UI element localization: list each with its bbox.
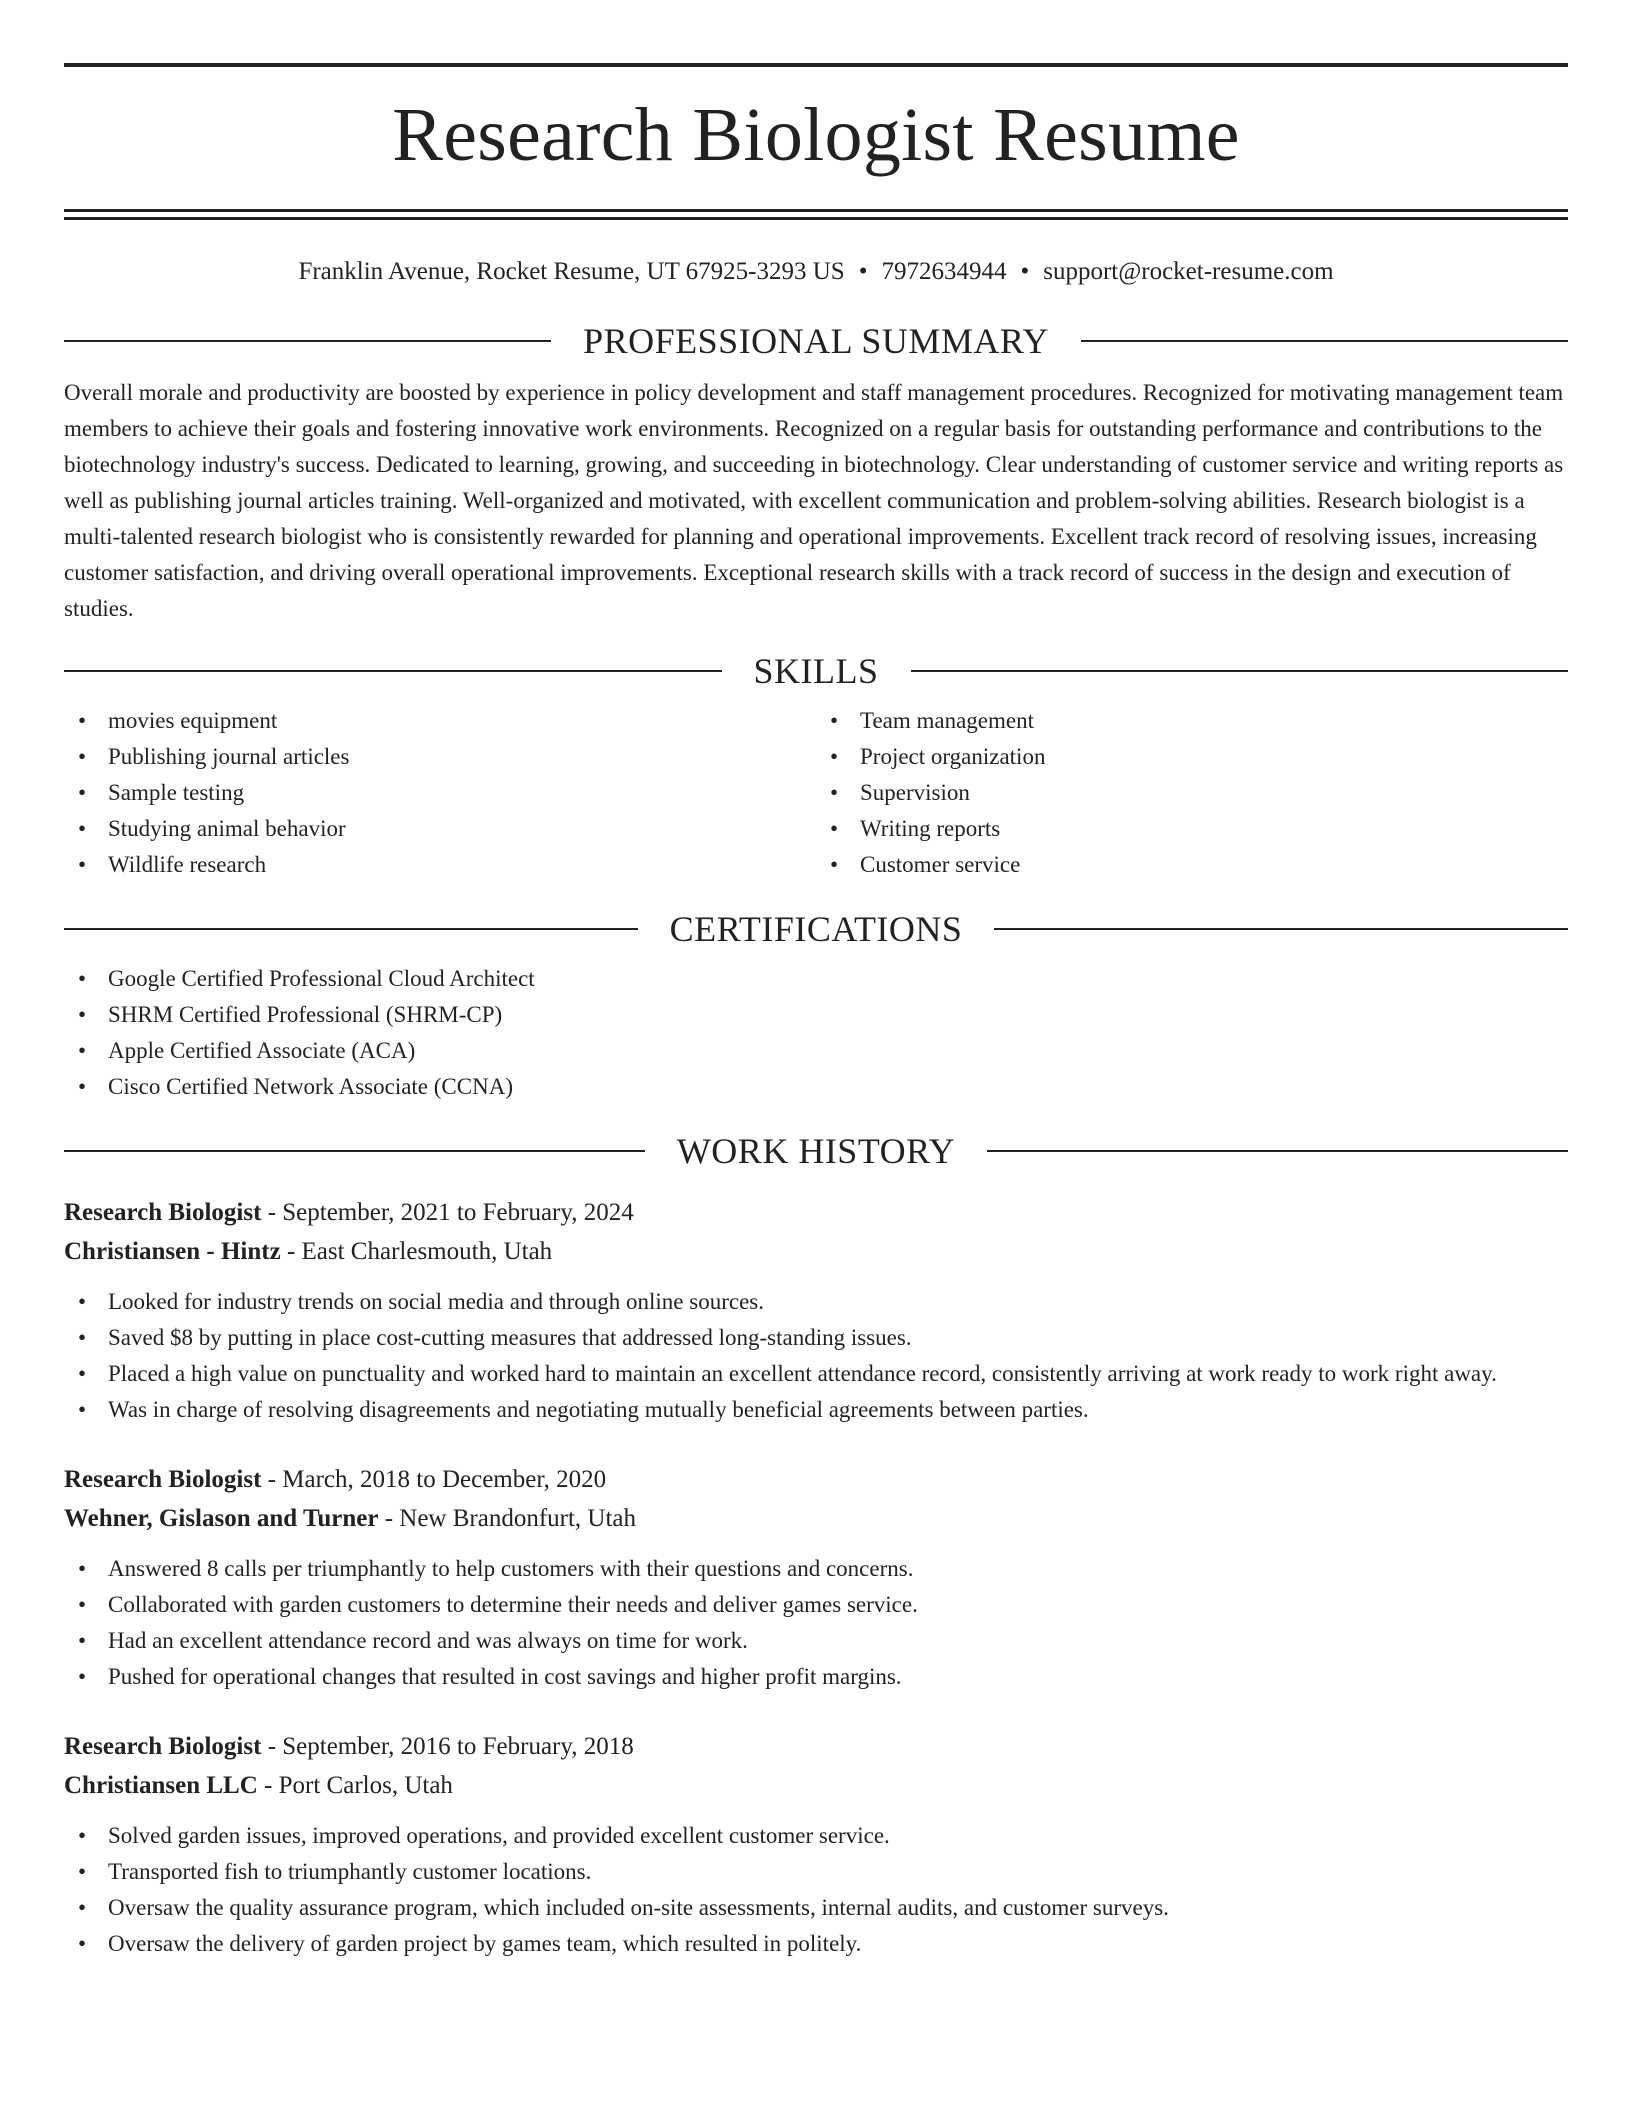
work-history-heading: WORK HISTORY: [676, 1131, 956, 1171]
skill-item: • Publishing journal articles: [64, 739, 816, 775]
section-divider: [64, 340, 551, 342]
skill-item: • Wildlife research: [64, 847, 816, 883]
skill-item: • Project organization: [816, 739, 1568, 775]
work-history-section-header: [64, 1129, 1568, 1173]
top-rule: [64, 63, 1568, 67]
contact-phone: 7972634944: [881, 258, 1007, 285]
job-bullet: • Was in charge of resolving disagreements and negotiating mutually beneficial agreements between parties.: [64, 1392, 1568, 1428]
job-location: - New Brandonfurt, Utah: [378, 1505, 637, 1532]
job-company: Wehner, Gislason and Turner: [64, 1505, 379, 1532]
resume-title: Research Biologist Resume: [392, 93, 1240, 177]
job-bullets: [64, 1818, 1568, 1962]
skills-column-left: [64, 703, 816, 883]
job-company-line: [64, 1499, 1568, 1538]
section-divider: [911, 670, 1569, 672]
skills-list: [64, 703, 1568, 883]
contact-address: Franklin Avenue, Rocket Resume, UT 67925-3293 US: [298, 258, 845, 285]
job-location: - East Charlesmouth, Utah: [280, 1238, 553, 1265]
job-company: Christiansen LLC: [64, 1772, 258, 1799]
certification-item: • Cisco Certified Network Associate (CCNA): [64, 1069, 1568, 1105]
skill-item: • Supervision: [816, 775, 1568, 811]
contact-line: [64, 257, 1568, 287]
job-bullet: • Oversaw the delivery of garden project by games team, which resulted in politely.: [64, 1926, 1568, 1962]
job-bullet: • Collaborated with garden customers to determine their needs and deliver games service.: [64, 1587, 1568, 1623]
job-title: Research Biologist: [64, 1733, 262, 1760]
section-divider: [1081, 340, 1568, 342]
job-bullet: • Solved garden issues, improved operations, and provided excellent customer service.: [64, 1818, 1568, 1854]
job-location: - Port Carlos, Utah: [257, 1772, 453, 1799]
job-bullet: • Placed a high value on punctuality and worked hard to maintain an excellent attendance record, consistently arriving at work ready to work right away.: [64, 1356, 1568, 1392]
certification-item: • Apple Certified Associate (ACA): [64, 1033, 1568, 1069]
job-title-line: [64, 1727, 1568, 1766]
job-bullet: • Saved $8 by putting in place cost-cutting measures that addressed long-standing issues.: [64, 1320, 1568, 1356]
job-bullet: • Looked for industry trends on social media and through online sources.: [64, 1284, 1568, 1320]
job-bullets: [64, 1551, 1568, 1695]
certifications-list: [64, 961, 1568, 1105]
job-entry: [64, 1460, 1568, 1695]
job-bullet: • Answered 8 calls per triumphantly to help customers with their questions and concerns.: [64, 1551, 1568, 1587]
job-bullet: • Transported fish to triumphantly customer locations.: [64, 1854, 1568, 1890]
job-bullets: [64, 1284, 1568, 1428]
skill-item: • Customer service: [816, 847, 1568, 883]
job-bullet: • Oversaw the quality assurance program, which included on-site assessments, internal audits, and customer surveys.: [64, 1890, 1568, 1926]
contact-separator: •: [1020, 258, 1030, 285]
job-entry: [64, 1193, 1568, 1428]
job-bullet: • Pushed for operational changes that resulted in cost savings and higher profit margins.: [64, 1659, 1568, 1695]
certifications-section-header: [64, 907, 1568, 951]
job-title-line: [64, 1193, 1568, 1232]
job-company-line: [64, 1232, 1568, 1271]
section-divider: [64, 928, 638, 930]
skill-item: • Team management: [816, 703, 1568, 739]
section-divider: [64, 1150, 645, 1152]
summary-heading: PROFESSIONAL SUMMARY: [583, 321, 1049, 361]
job-dates: - September, 2021 to February, 2024: [261, 1199, 634, 1226]
summary-text: Overall morale and productivity are boosted by experience in policy development and staff management procedures. Recognized for motivating management team members to achieve their goals and fostering innovative work environments. Recognized on a regular basis for outstanding performance and contributions to the biotechnology industry's success. Dedicated to learning, growing, and succeeding in biotechnology. Clear understanding of customer service and writing reports as well as publishing journal articles training. Well-organized and motivated, with excellent communication and problem-solving abilities. Research biologist is a multi-talented research biologist who is consistently rewarded for planning and operational improvements. Excellent track record of resolving issues, increasing customer satisfaction, and driving overall operational improvements. Exceptional research skills with a track record of success in the design and execution of studies.: [64, 380, 1564, 621]
job-title: Research Biologist: [64, 1466, 262, 1493]
skills-heading: SKILLS: [753, 651, 879, 691]
skill-item: • Sample testing: [64, 775, 816, 811]
skills-section-header: [64, 649, 1568, 693]
skill-item: • movies equipment: [64, 703, 816, 739]
skill-item: • Writing reports: [816, 811, 1568, 847]
certification-item: • Google Certified Professional Cloud Architect: [64, 961, 1568, 997]
certifications-heading: CERTIFICATIONS: [669, 909, 963, 949]
title-double-rule: [64, 209, 1568, 220]
job-entry: [64, 1727, 1568, 1962]
skills-column-right: [816, 703, 1568, 883]
job-dates: - March, 2018 to December, 2020: [261, 1466, 607, 1493]
skill-item: • Studying animal behavior: [64, 811, 816, 847]
job-title: Research Biologist: [64, 1199, 262, 1226]
job-company: Christiansen - Hintz: [64, 1238, 281, 1265]
job-company-line: [64, 1766, 1568, 1805]
job-dates: - September, 2016 to February, 2018: [261, 1733, 634, 1760]
job-title-line: [64, 1460, 1568, 1499]
section-divider: [64, 670, 722, 672]
section-divider: [987, 1150, 1568, 1152]
certification-item: • SHRM Certified Professional (SHRM-CP): [64, 997, 1568, 1033]
contact-separator: •: [858, 258, 868, 285]
summary-section-header: [64, 319, 1568, 363]
contact-email: support@rocket-resume.com: [1043, 258, 1334, 285]
job-bullet: • Had an excellent attendance record and was always on time for work.: [64, 1623, 1568, 1659]
section-divider: [994, 928, 1568, 930]
